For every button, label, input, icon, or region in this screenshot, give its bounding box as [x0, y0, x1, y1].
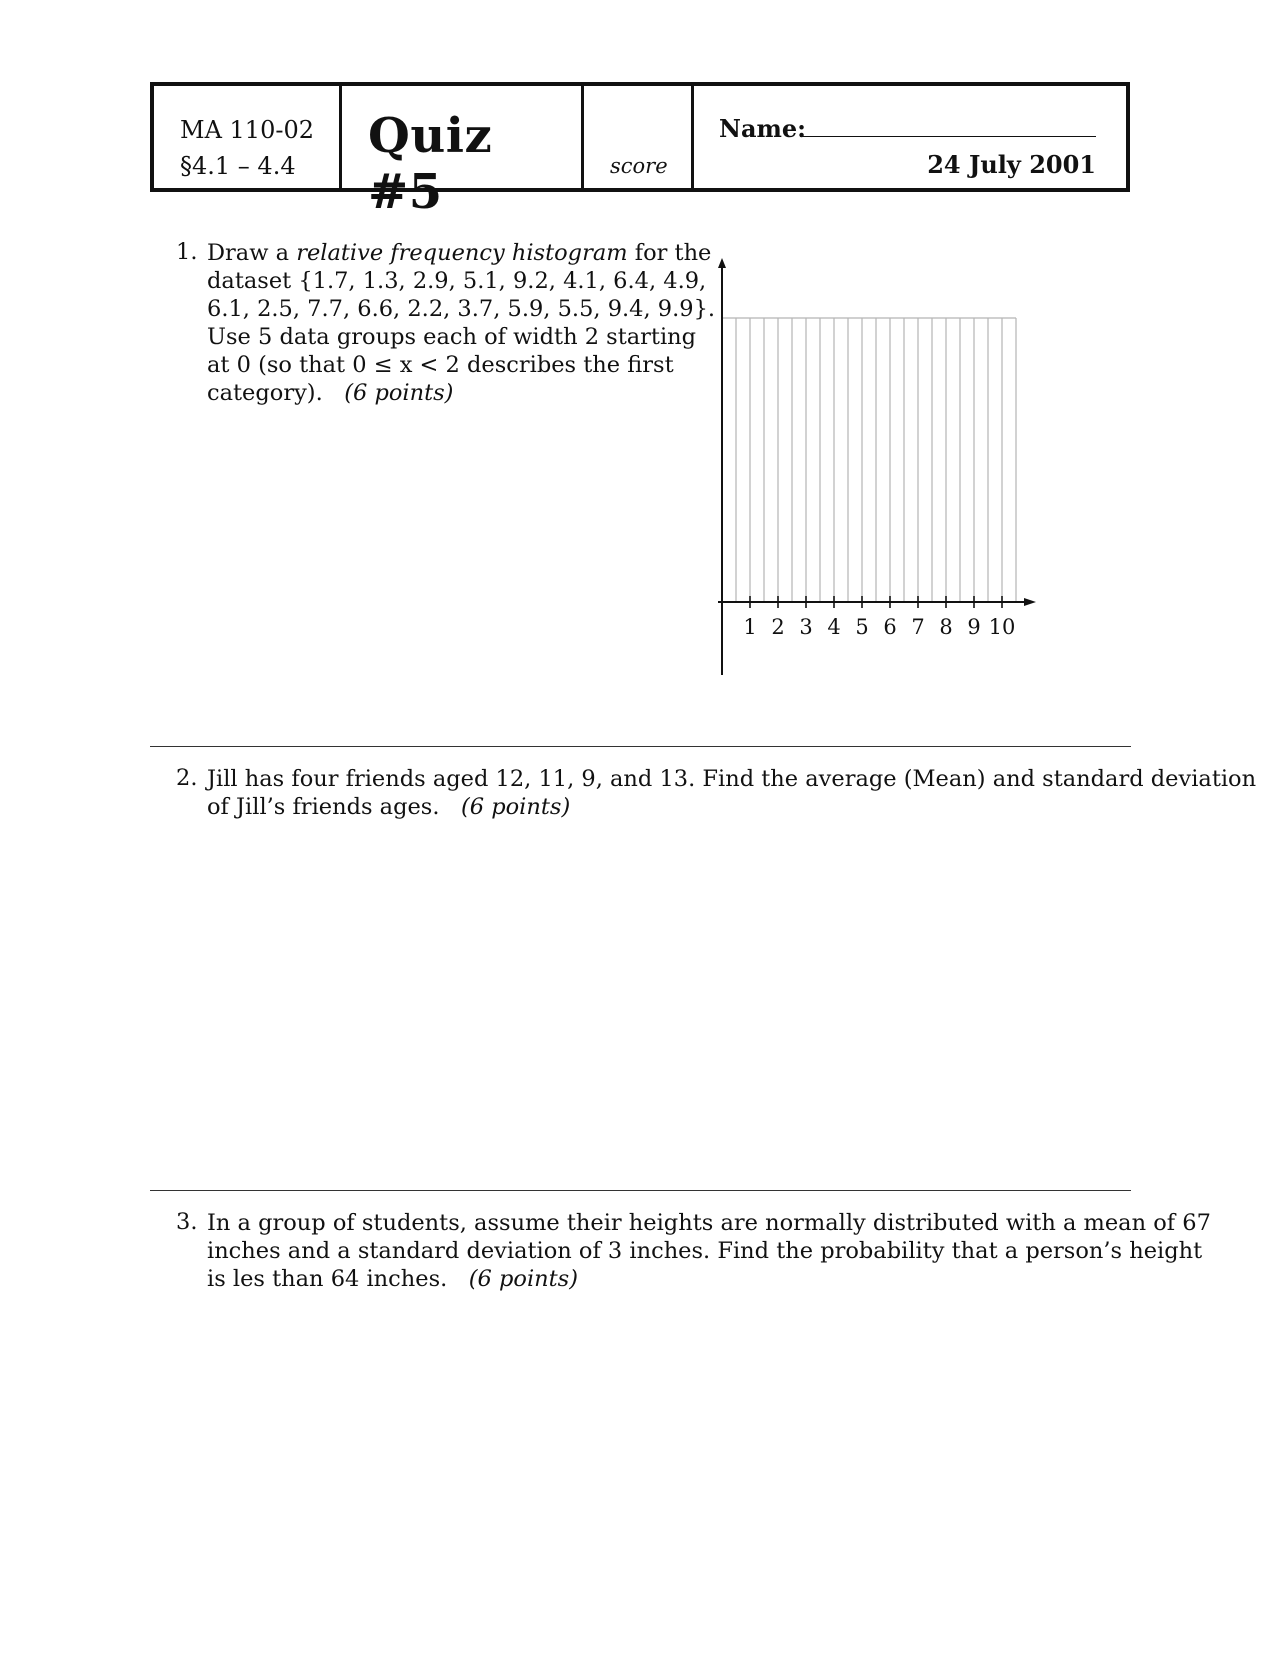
question-1-points: (6 points) — [344, 380, 454, 406]
course-code: MA 110-02 — [180, 116, 314, 144]
name-blank-line[interactable] — [800, 136, 1096, 137]
question-3-line — [207, 1265, 1131, 1293]
question-2-text — [207, 765, 1257, 821]
question-1-line: dataset {1.7, 1.3, 2.9, 5.1, 9.2, 4.1, 6.4, 4.9, — [207, 268, 707, 294]
question-1-text — [207, 239, 716, 407]
question-3-number: 3. — [176, 1209, 198, 1235]
x-tick-label: 5 — [855, 615, 869, 639]
score-label: score — [610, 154, 668, 178]
x-tick-label: 3 — [799, 615, 813, 639]
x-tick-label: 7 — [911, 615, 925, 639]
name-date-cell — [691, 86, 1126, 188]
question-3-line: In a group of students, assume their heights are normally distributed with a mean of 67 — [207, 1210, 1211, 1236]
question-1-post: for the — [627, 240, 712, 266]
question-3-line: inches and a standard deviation of 3 inches. Find the probability that a person’s height — [207, 1238, 1203, 1264]
question-1-line: at 0 (so that 0 ≤ x < 2 describes the first — [207, 352, 674, 378]
question-2-number: 2. — [176, 765, 198, 791]
question-3-points: (6 points) — [468, 1266, 578, 1292]
x-tick-label: 6 — [883, 615, 897, 639]
section-divider — [150, 1190, 1131, 1191]
quiz-date: 24 July 2001 — [927, 150, 1096, 179]
x-tick-label: 9 — [967, 615, 981, 639]
question-1-line: 6.1, 2.5, 7.7, 6.6, 2.2, 3.7, 5.9, 5.5, 9.4, 9.9}. — [207, 296, 716, 322]
y-axis-arrow — [718, 258, 726, 268]
question-1-line — [207, 239, 712, 267]
quiz-header — [150, 82, 1130, 220]
x-tick-label: 8 — [939, 615, 953, 639]
question-3-last-text: is les than 64 inches. — [207, 1266, 448, 1292]
histogram-grid[interactable] — [700, 250, 1060, 680]
course-cell — [154, 86, 339, 188]
x-axis-tick-labels — [743, 615, 1015, 639]
question-2-line: Jill has four friends aged 12, 11, 9, and 13. Find the average (Mean) and standard deviation — [207, 766, 1257, 792]
question-2-last-text: of Jill’s friends ages. — [207, 794, 440, 820]
x-tick-label: 10 — [988, 615, 1016, 639]
name-label: Name: — [719, 114, 807, 143]
x-tick-label: 2 — [771, 615, 785, 639]
score-cell[interactable] — [581, 86, 691, 188]
x-tick-label: 4 — [827, 615, 841, 639]
x-tick-label: 1 — [743, 615, 757, 639]
quiz-title: Quiz #5 — [368, 108, 493, 220]
question-2-points: (6 points) — [460, 794, 571, 820]
question-1-last-text: category). — [207, 380, 323, 406]
question-1-emphasis: relative frequency histogram — [296, 240, 628, 266]
x-axis-arrow — [1024, 598, 1036, 606]
question-1-number: 1. — [176, 239, 198, 265]
question-1-pre: Draw a — [207, 240, 297, 266]
question-1-line — [207, 379, 669, 407]
question-3-text — [207, 1209, 1211, 1293]
grid-lines — [722, 318, 1016, 602]
course-sections: §4.1 – 4.4 — [180, 152, 296, 180]
question-2-line — [207, 793, 1131, 821]
section-divider — [150, 746, 1131, 747]
title-cell — [339, 86, 581, 220]
question-1-line: Use 5 data groups each of width 2 starting — [207, 324, 697, 350]
